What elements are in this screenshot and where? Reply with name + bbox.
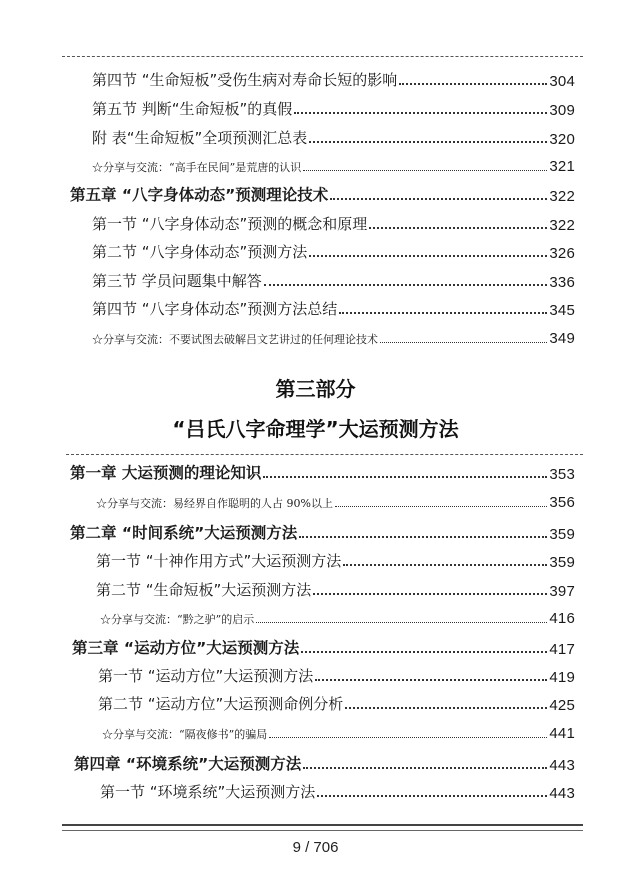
toc-entry[interactable] xyxy=(92,210,575,234)
toc-chapter-title: 第一章 大运预测的理论知识 xyxy=(70,464,262,482)
leader-dots xyxy=(345,707,547,709)
toc-entry-title: 第四节 “生命短板”受伤生病对寿命长短的影响 xyxy=(92,71,398,89)
leader-dots xyxy=(299,536,547,538)
toc-entry-title: 附 表“生命短板”全项预测汇总表 xyxy=(92,129,308,147)
leader-dots xyxy=(303,170,547,171)
toc-share-entry[interactable] xyxy=(100,603,575,627)
leader-dots xyxy=(315,679,547,681)
toc-entry-title: 第一节 “八字身体动态”预测的概念和原理 xyxy=(92,215,368,233)
toc-entry-page: 417 xyxy=(549,641,575,658)
leader-dots xyxy=(303,767,547,769)
leader-dots xyxy=(339,312,547,314)
toc-entry-page: 359 xyxy=(549,554,575,571)
toc-entry-title: 第一节 “环境系统”大运预测方法 xyxy=(100,783,316,801)
top-divider xyxy=(62,56,583,57)
toc-chapter[interactable] xyxy=(70,519,575,543)
toc-entry-page: 345 xyxy=(549,302,575,319)
leader-dots xyxy=(301,651,547,653)
toc-entry-page: 419 xyxy=(549,669,575,686)
toc-entry-page: 322 xyxy=(549,188,575,205)
toc-entry-page: 359 xyxy=(549,526,575,543)
toc-entry-title: 第四节 “八字身体动态”预测方法总结 xyxy=(92,300,338,318)
toc-entry-page: 441 xyxy=(549,725,575,742)
leader-dots xyxy=(330,198,547,200)
toc-entry-title: 第三节 学员问题集中解答 xyxy=(92,272,262,290)
toc-entry[interactable] xyxy=(92,95,575,119)
toc-entry-page: 321 xyxy=(549,158,575,175)
toc-entry-title: 第二节 “生命短板”大运预测方法 xyxy=(96,581,312,599)
leader-dots xyxy=(269,737,547,738)
leader-dots xyxy=(309,255,547,257)
toc-entry-title: 第二节 “八字身体动态”预测方法 xyxy=(92,243,308,261)
leader-dots xyxy=(380,342,547,343)
leader-dots xyxy=(317,795,547,797)
toc-entry-page: 326 xyxy=(549,245,575,262)
part-heading: 第三部分 xyxy=(275,377,356,401)
toc-share-entry[interactable] xyxy=(92,323,575,347)
toc-entry[interactable] xyxy=(100,778,575,802)
toc-entry-page: 320 xyxy=(549,131,575,148)
toc-entry-page: 397 xyxy=(549,583,575,600)
leader-dots xyxy=(343,564,547,566)
toc-entry-page: 336 xyxy=(549,274,575,291)
toc-entry-title: 第一节 “十神作用方式”大运预测方法 xyxy=(96,552,342,570)
toc-entry-title: ☆分享与交流：“隔夜修书”的骗局 xyxy=(102,728,268,741)
toc-entry[interactable] xyxy=(92,124,575,148)
toc-share-entry[interactable] xyxy=(92,151,575,175)
toc-entry-page: 309 xyxy=(549,102,575,119)
leader-dots xyxy=(263,476,547,478)
toc-entry-page: 349 xyxy=(549,330,575,347)
toc-chapter[interactable] xyxy=(74,750,575,774)
toc-entry-page: 322 xyxy=(549,217,575,234)
toc-entry-page: 443 xyxy=(549,785,575,802)
toc-entry[interactable] xyxy=(92,295,575,319)
toc-entry[interactable] xyxy=(92,66,575,90)
footer-rule-thin xyxy=(62,830,583,831)
part-subtitle: “吕氏八字命理学”大运预测方法 xyxy=(172,417,459,441)
toc-entry-title: ☆分享与交流：易经界自作聪明的人占 90%以上 xyxy=(96,497,333,510)
page-indicator: 9 / 706 xyxy=(292,839,339,856)
toc-entry-title: ☆分享与交流：“黔之驴”的启示 xyxy=(100,613,255,626)
toc-entry[interactable] xyxy=(92,267,575,291)
toc-chapter-title: 第三章 “运动方位”大运预测方法 xyxy=(72,639,300,657)
toc-share-entry[interactable] xyxy=(96,487,575,511)
toc-chapter[interactable] xyxy=(70,181,575,205)
leader-dots xyxy=(294,112,547,114)
toc-entry[interactable] xyxy=(96,547,575,571)
toc-entry-page: 443 xyxy=(549,757,575,774)
toc-entry-title: 第一节 “运动方位”大运预测方法 xyxy=(98,667,314,685)
leader-dots xyxy=(369,227,547,229)
toc-entry[interactable] xyxy=(98,690,575,714)
section-divider xyxy=(66,454,583,455)
toc-chapter[interactable] xyxy=(72,634,575,658)
toc-entry-title: ☆分享与交流：不要试图去破解吕文艺讲过的任何理论技术 xyxy=(92,333,378,346)
toc-entry-page: 353 xyxy=(549,466,575,483)
toc-share-entry[interactable] xyxy=(102,718,575,742)
toc-chapter-title: 第二章 “时间系统”大运预测方法 xyxy=(70,524,298,542)
toc-entry-title: 第五节 判断“生命短板”的真假 xyxy=(92,100,293,118)
leader-dots xyxy=(399,83,547,85)
toc-chapter-title: 第四章 “环境系统”大运预测方法 xyxy=(74,755,302,773)
toc-entry[interactable] xyxy=(98,662,575,686)
leader-dots xyxy=(309,141,547,143)
toc-entry[interactable] xyxy=(92,238,575,262)
footer-rule xyxy=(62,824,583,826)
toc-entry-page: 425 xyxy=(549,697,575,714)
toc-entry-title: ☆分享与交流：“高手在民间”是荒唐的认识 xyxy=(92,161,302,174)
toc-entry[interactable] xyxy=(96,576,575,600)
toc-entry-page: 304 xyxy=(549,73,575,90)
toc-chapter-title: 第五章 “八字身体动态”预测理论技术 xyxy=(70,186,329,204)
leader-dots xyxy=(335,506,547,507)
toc-chapter[interactable] xyxy=(70,459,575,483)
leader-dots xyxy=(256,622,547,623)
toc-entry-page: 416 xyxy=(549,610,575,627)
toc-entry-title: 第二节 “运动方位”大运预测命例分析 xyxy=(98,695,344,713)
leader-dots xyxy=(313,593,547,595)
leader-dots xyxy=(264,284,548,286)
toc-entry-page: 356 xyxy=(549,494,575,511)
